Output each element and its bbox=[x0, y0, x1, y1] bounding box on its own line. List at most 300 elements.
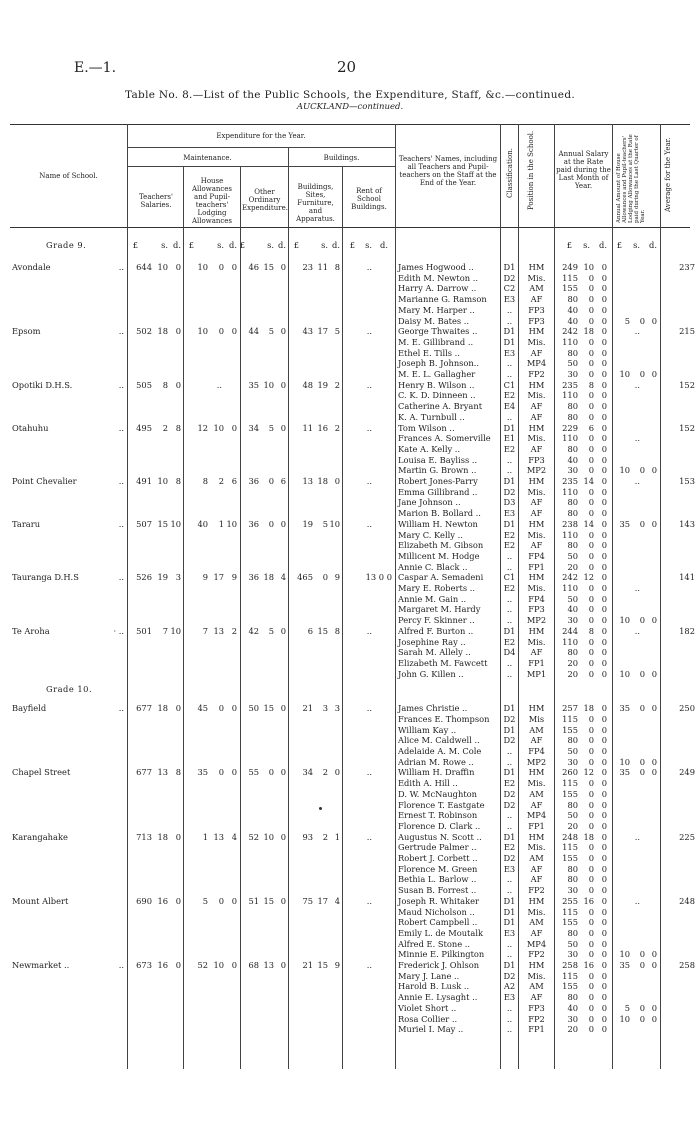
position: FP2 bbox=[528, 949, 545, 960]
salary-value: 10 bbox=[157, 262, 168, 272]
salary-pence: 0 bbox=[601, 895, 607, 906]
buildings-value: 0 bbox=[334, 476, 340, 486]
house-allowance-value: 0 bbox=[218, 895, 224, 906]
unit-pound: £ bbox=[293, 240, 299, 250]
salary-value: 0 bbox=[175, 831, 181, 842]
salary-shillings: 0 bbox=[588, 756, 594, 767]
allowance-pounds: 5 bbox=[624, 1002, 630, 1013]
salary-pence: 0 bbox=[601, 604, 607, 615]
classification: D1 bbox=[503, 326, 516, 337]
salary-shillings: 0 bbox=[588, 508, 594, 519]
position: AF bbox=[530, 735, 543, 746]
salary-shillings: 16 bbox=[583, 895, 594, 906]
position: HM bbox=[528, 960, 545, 970]
house-allowance-value: 4 bbox=[231, 831, 237, 842]
allowance-shillings: 0 bbox=[639, 369, 645, 379]
header-name-of-school: Name of School. bbox=[39, 172, 98, 180]
position: FP3 bbox=[528, 454, 545, 465]
salary-shillings: 0 bbox=[588, 358, 594, 369]
salary-pounds: 115 bbox=[562, 970, 578, 981]
position: Mis. bbox=[527, 636, 546, 647]
salary-pence: 0 bbox=[601, 433, 607, 444]
teacher-name: Gertrude Palmer .. bbox=[398, 842, 477, 853]
salary-pounds: 50 bbox=[567, 938, 578, 949]
house-allowance-value: 12 bbox=[197, 422, 208, 433]
salary-shillings: 0 bbox=[588, 874, 594, 885]
house-allowance-value: 0 bbox=[218, 767, 224, 778]
salary-pounds: 260 bbox=[562, 767, 578, 778]
salary-shillings: 0 bbox=[588, 443, 594, 454]
teacher-name: Emma Gillibrand .. bbox=[398, 486, 478, 497]
other-expenditure-value: 5 bbox=[268, 625, 274, 636]
salary-pence: 0 bbox=[601, 476, 607, 486]
unit-pence: d. bbox=[229, 240, 237, 250]
other-expenditure-value: 68 bbox=[248, 960, 259, 970]
salary-shillings: 0 bbox=[588, 433, 594, 444]
unit-pound: £ bbox=[188, 240, 194, 250]
teacher-name: Emily L. de Moutalk bbox=[398, 927, 483, 938]
classification: .. bbox=[506, 885, 513, 896]
average-value: 141 bbox=[679, 572, 695, 583]
teacher-name: Marianne G. Ramson bbox=[398, 294, 487, 305]
position: FP4 bbox=[528, 593, 545, 604]
unit-shilling: s. bbox=[321, 240, 328, 250]
salary-pounds: 115 bbox=[562, 842, 578, 853]
buildings-value: 11 bbox=[317, 262, 328, 272]
salary-pounds: 50 bbox=[567, 550, 578, 561]
other-expenditure-value: 0 bbox=[280, 831, 286, 842]
classification: E2 bbox=[503, 842, 516, 853]
salary-shillings: 0 bbox=[588, 863, 594, 874]
header-position: Position in the School. bbox=[527, 130, 535, 210]
salary-shillings: 0 bbox=[588, 604, 594, 615]
salary-pounds: 249 bbox=[562, 262, 578, 272]
other-expenditure-value: 44 bbox=[248, 326, 259, 337]
salary-shillings: 0 bbox=[588, 1024, 594, 1035]
position: AM bbox=[529, 917, 544, 928]
salary-pence: 0 bbox=[601, 561, 607, 572]
school-name: Tararu bbox=[12, 518, 41, 529]
house-allowance-value: 1 bbox=[202, 831, 208, 842]
classification: .. bbox=[506, 1002, 513, 1013]
other-expenditure-value: 10 bbox=[263, 831, 274, 842]
house-allowance-value: 35 bbox=[197, 767, 208, 778]
average-value: 215 bbox=[679, 326, 695, 337]
salary-pounds: 80 bbox=[567, 540, 578, 551]
allowance-pounds: 10 bbox=[619, 756, 630, 767]
teacher-name: Violet Short .. bbox=[398, 1002, 457, 1013]
salary-pence: 0 bbox=[601, 262, 607, 272]
leader-dots: .. bbox=[118, 703, 124, 714]
position: MP4 bbox=[526, 810, 547, 821]
salary-shillings: 0 bbox=[588, 1002, 594, 1013]
allowance-shillings: 0 bbox=[639, 1002, 645, 1013]
classification: D1 bbox=[503, 262, 516, 272]
salary-pounds: 242 bbox=[562, 326, 578, 337]
unit-pound: £ bbox=[566, 240, 572, 250]
other-expenditure-value: 10 bbox=[263, 379, 274, 390]
classification: .. bbox=[506, 820, 513, 831]
position: AF bbox=[530, 647, 543, 658]
buildings-value: 21 bbox=[302, 960, 313, 970]
house-allowance-value: 10 bbox=[226, 518, 237, 529]
salary-pounds: 238 bbox=[562, 518, 578, 529]
allowance-pounds: 10 bbox=[619, 615, 630, 626]
salary-shillings: 14 bbox=[583, 476, 594, 486]
salary-pounds: 80 bbox=[567, 647, 578, 658]
average-value: 248 bbox=[679, 895, 695, 906]
position: FP1 bbox=[528, 657, 545, 668]
salary-pence: 0 bbox=[601, 583, 607, 593]
position: MP2 bbox=[526, 615, 547, 626]
salary-shillings: 0 bbox=[588, 885, 594, 896]
other-expenditure-value: 0 bbox=[280, 767, 286, 778]
position: FP1 bbox=[528, 561, 545, 572]
position: FP3 bbox=[528, 304, 545, 315]
allowance-pounds: 35 bbox=[619, 518, 630, 529]
salary-pounds: 110 bbox=[562, 433, 578, 444]
salary-shillings: 0 bbox=[588, 917, 594, 928]
salary-pounds: 258 bbox=[562, 960, 578, 970]
classification: D4 bbox=[503, 647, 516, 658]
salary-pounds: 155 bbox=[562, 917, 578, 928]
position: HM bbox=[528, 518, 545, 529]
salary-shillings: 0 bbox=[588, 981, 594, 992]
position: AF bbox=[530, 863, 543, 874]
salary-shillings: 0 bbox=[588, 970, 594, 981]
house-allowance-value: 2 bbox=[231, 625, 237, 636]
position: HM bbox=[528, 572, 545, 583]
allowance-value: .. bbox=[634, 326, 640, 337]
classification: A2 bbox=[503, 981, 516, 992]
position: Mis. bbox=[527, 970, 546, 981]
position: HM bbox=[528, 379, 545, 390]
classification: E2 bbox=[503, 529, 516, 540]
classification: C1 bbox=[503, 572, 516, 583]
classification: E2 bbox=[503, 443, 516, 454]
leader-dots: .. bbox=[118, 572, 124, 583]
leader-dots: .. bbox=[118, 518, 124, 529]
salary-value: 8 bbox=[175, 767, 181, 778]
salary-pence: 0 bbox=[601, 336, 607, 347]
classification: D1 bbox=[503, 724, 516, 735]
teacher-name: Harold B. Lusk .. bbox=[398, 981, 470, 992]
allowance-shillings: 0 bbox=[639, 668, 645, 679]
buildings-value: 6 bbox=[307, 625, 313, 636]
leader-dots: .. bbox=[118, 422, 124, 433]
salary-pence: 0 bbox=[601, 657, 607, 668]
salary-pounds: 30 bbox=[567, 885, 578, 896]
classification: .. bbox=[506, 411, 513, 422]
position: AF bbox=[530, 443, 543, 454]
salary-shillings: 0 bbox=[588, 810, 594, 821]
salary-pounds: 115 bbox=[562, 778, 578, 789]
school-name: Avondale bbox=[12, 262, 51, 272]
salary-shillings: 0 bbox=[588, 529, 594, 540]
salary-pence: 0 bbox=[601, 1002, 607, 1013]
salary-shillings: 0 bbox=[588, 550, 594, 561]
classification: D1 bbox=[503, 518, 516, 529]
salary-pounds: 30 bbox=[567, 369, 578, 379]
salary-value: 10 bbox=[157, 476, 168, 486]
other-expenditure-value: 0 bbox=[280, 262, 286, 272]
salary-pounds: 40 bbox=[567, 604, 578, 615]
teacher-name: Susan B. Forrest .. bbox=[398, 885, 477, 896]
house-allowance-value: 7 bbox=[202, 625, 208, 636]
house-allowance-value: 0 bbox=[218, 262, 224, 272]
salary-pounds: 110 bbox=[562, 390, 578, 401]
salary-pence: 0 bbox=[601, 272, 607, 283]
buildings-value: 19 bbox=[317, 379, 328, 390]
allowance-pounds: 10 bbox=[619, 465, 630, 476]
header-expenditure: Expenditure for the Year. bbox=[216, 132, 306, 140]
other-expenditure-value: 6 bbox=[280, 476, 286, 486]
teacher-name: Harry A. Darrow .. bbox=[398, 283, 477, 294]
salary-pence: 0 bbox=[601, 390, 607, 401]
teacher-name: M. E. Gillibrand .. bbox=[398, 336, 474, 347]
teacher-name: D. W. McNaughton bbox=[398, 788, 478, 799]
page-section-code: E.—1. bbox=[74, 60, 117, 76]
other-expenditure-value: 0 bbox=[280, 895, 286, 906]
allowance-pounds: 10 bbox=[619, 668, 630, 679]
classification: .. bbox=[506, 938, 513, 949]
position: FP2 bbox=[528, 1013, 545, 1024]
salary-shillings: 0 bbox=[588, 593, 594, 604]
salary-pence: 0 bbox=[601, 713, 607, 724]
classification: C2 bbox=[503, 283, 516, 294]
header-maintenance: Maintenance. bbox=[183, 154, 232, 162]
school-name: Tauranga D.H.S bbox=[12, 572, 79, 583]
salary-value: 507 bbox=[136, 518, 152, 529]
leader-dots: .. bbox=[118, 262, 124, 272]
teacher-name: James Hogwood .. bbox=[398, 262, 474, 272]
house-allowance-value: 8 bbox=[202, 476, 208, 486]
position: FP3 bbox=[528, 604, 545, 615]
house-allowance-value: 6 bbox=[231, 476, 237, 486]
buildings-value: 75 bbox=[302, 895, 313, 906]
teacher-name: Augustus N. Scott .. bbox=[398, 831, 482, 842]
allowance-shillings: 0 bbox=[639, 949, 645, 960]
allowance-value: .. bbox=[634, 476, 640, 486]
teacher-name: Josephine Ray .. bbox=[398, 636, 466, 647]
teacher-name: Caspar A. Semadeni bbox=[398, 572, 484, 583]
unit-shilling: s. bbox=[365, 240, 372, 250]
other-expenditure-value: 4 bbox=[280, 572, 286, 583]
leader-dots: · .. bbox=[113, 625, 124, 636]
salary-pence: 0 bbox=[601, 917, 607, 928]
salary-shillings: 0 bbox=[588, 497, 594, 508]
classification: .. bbox=[506, 874, 513, 885]
other-expenditure-value: 0 bbox=[280, 625, 286, 636]
salary-pounds: 80 bbox=[567, 401, 578, 412]
classification: D2 bbox=[503, 486, 516, 497]
salary-pounds: 30 bbox=[567, 756, 578, 767]
salary-shillings: 18 bbox=[583, 703, 594, 714]
salary-pence: 0 bbox=[601, 853, 607, 863]
average-value: 182 bbox=[679, 625, 695, 636]
buildings-value: 8 bbox=[334, 625, 340, 636]
position: Mis. bbox=[527, 583, 546, 593]
average-value: 250 bbox=[679, 703, 695, 714]
position: FP4 bbox=[528, 746, 545, 756]
other-expenditure-value: 55 bbox=[248, 767, 259, 778]
other-expenditure-value: 46 bbox=[248, 262, 259, 272]
rent-value: .. bbox=[366, 326, 372, 337]
teacher-name: Florence M. Green bbox=[398, 863, 478, 874]
other-expenditure-value: 0 bbox=[280, 703, 286, 714]
salary-pence: 0 bbox=[601, 788, 607, 799]
allowance-shillings: 0 bbox=[639, 960, 645, 970]
salary-shillings: 0 bbox=[588, 668, 594, 679]
salary-pounds: 155 bbox=[562, 788, 578, 799]
classification: .. bbox=[506, 657, 513, 668]
salary-shillings: 16 bbox=[583, 960, 594, 970]
grade-label: Grade 9. bbox=[46, 240, 87, 250]
allowance-value: .. bbox=[634, 895, 640, 906]
position: HM bbox=[528, 703, 545, 714]
other-expenditure-value: 52 bbox=[248, 831, 259, 842]
buildings-value: 17 bbox=[317, 326, 328, 337]
salary-pounds: 40 bbox=[567, 1002, 578, 1013]
allowance-pence: 0 bbox=[651, 518, 657, 529]
house-allowance-value: 10 bbox=[197, 326, 208, 337]
salary-pence: 0 bbox=[601, 831, 607, 842]
allowance-value: .. bbox=[634, 433, 640, 444]
salary-value: 505 bbox=[136, 379, 152, 390]
teacher-name: Adrian M. Rowe .. bbox=[398, 756, 474, 767]
rent-value: .. bbox=[366, 422, 372, 433]
buildings-value: 19 bbox=[302, 518, 313, 529]
allowance-pence: 0 bbox=[651, 1013, 657, 1024]
salary-value: 16 bbox=[157, 895, 168, 906]
position: Mis. bbox=[527, 906, 546, 917]
salary-shillings: 0 bbox=[588, 454, 594, 465]
classification: .. bbox=[506, 668, 513, 679]
salary-value: 19 bbox=[157, 572, 168, 583]
salary-value: 7 bbox=[162, 625, 168, 636]
position: AF bbox=[530, 799, 543, 810]
house-allowance-value: 0 bbox=[231, 326, 237, 337]
teacher-name: Daisy M. Bates .. bbox=[398, 315, 470, 326]
header-classification: Classification. bbox=[506, 148, 514, 198]
house-allowance-value: 17 bbox=[213, 572, 224, 583]
salary-pence: 0 bbox=[601, 454, 607, 465]
position: HM bbox=[528, 831, 545, 842]
salary-shillings: 0 bbox=[588, 336, 594, 347]
salary-shillings: 0 bbox=[588, 853, 594, 863]
salary-shillings: 12 bbox=[583, 767, 594, 778]
salary-pounds: 80 bbox=[567, 497, 578, 508]
salary-value: 501 bbox=[136, 625, 152, 636]
salary-pence: 0 bbox=[601, 486, 607, 497]
salary-shillings: 8 bbox=[588, 379, 594, 390]
teacher-name: Louisa E. Bayliss .. bbox=[398, 454, 478, 465]
buildings-value: 5 bbox=[334, 326, 340, 337]
teacher-name: M. E. L. Gallagher bbox=[398, 369, 476, 379]
allowance-pence: 0 bbox=[651, 949, 657, 960]
allowance-pence: 0 bbox=[651, 668, 657, 679]
salary-pence: 0 bbox=[601, 443, 607, 454]
classification: D2 bbox=[503, 799, 516, 810]
teacher-name: Annie C. Black .. bbox=[398, 561, 468, 572]
teacher-name: Edith M. Newton .. bbox=[398, 272, 478, 283]
teacher-name: William Kay .. bbox=[398, 724, 457, 735]
position: HM bbox=[528, 767, 545, 778]
leader-dots: .. bbox=[118, 960, 124, 970]
house-allowance-value: .. bbox=[216, 379, 222, 390]
salary-pence: 0 bbox=[601, 938, 607, 949]
classification: .. bbox=[506, 756, 513, 767]
salary-shillings: 0 bbox=[588, 949, 594, 960]
allowance-shillings: 0 bbox=[639, 465, 645, 476]
unit-pound: £ bbox=[132, 240, 138, 250]
grade-label: Grade 10. bbox=[46, 683, 93, 694]
salary-value: 677 bbox=[136, 703, 152, 714]
allowance-pence: 0 bbox=[651, 315, 657, 326]
buildings-value: 13 bbox=[302, 476, 313, 486]
teacher-name: Florence T. Eastgate bbox=[398, 799, 485, 810]
salary-pounds: 80 bbox=[567, 874, 578, 885]
salary-pence: 0 bbox=[601, 411, 607, 422]
classification: .. bbox=[506, 615, 513, 626]
classification: .. bbox=[506, 1013, 513, 1024]
buildings-value: 17 bbox=[317, 895, 328, 906]
teacher-name: Annie E. Lysaght .. bbox=[398, 992, 478, 1003]
leader-dots: .. bbox=[118, 476, 124, 486]
salary-pence: 0 bbox=[601, 992, 607, 1003]
rent-value: .. bbox=[366, 895, 372, 906]
salary-pounds: 115 bbox=[562, 906, 578, 917]
classification: D1 bbox=[503, 767, 516, 778]
salary-pounds: 20 bbox=[567, 668, 578, 679]
average-value: 249 bbox=[679, 767, 695, 778]
rent-value: .. bbox=[366, 262, 372, 272]
salary-shillings: 0 bbox=[588, 647, 594, 658]
salary-pounds: 50 bbox=[567, 746, 578, 756]
salary-pounds: 80 bbox=[567, 927, 578, 938]
buildings-value: 4 bbox=[334, 895, 340, 906]
unit-shilling: s. bbox=[633, 240, 640, 250]
salary-pounds: 110 bbox=[562, 583, 578, 593]
salary-shillings: 0 bbox=[588, 401, 594, 412]
salary-pounds: 80 bbox=[567, 799, 578, 810]
position: AF bbox=[530, 992, 543, 1003]
house-allowance-value: 10 bbox=[213, 422, 224, 433]
allowance-pounds: 5 bbox=[624, 315, 630, 326]
salary-pence: 0 bbox=[601, 703, 607, 714]
other-expenditure-value: 51 bbox=[248, 895, 259, 906]
position: AF bbox=[530, 347, 543, 358]
other-expenditure-value: 0 bbox=[280, 326, 286, 337]
salary-pounds: 30 bbox=[567, 465, 578, 476]
salary-pounds: 155 bbox=[562, 283, 578, 294]
classification: D1 bbox=[503, 625, 516, 636]
position: HM bbox=[528, 625, 545, 636]
house-allowance-value: 0 bbox=[231, 703, 237, 714]
unit-pence: d. bbox=[599, 240, 607, 250]
classification: .. bbox=[506, 304, 513, 315]
salary-pounds: 30 bbox=[567, 615, 578, 626]
header-average: Average for the Year. bbox=[664, 137, 672, 212]
salary-pence: 0 bbox=[601, 572, 607, 583]
other-expenditure-value: 13 bbox=[263, 960, 274, 970]
position: AM bbox=[529, 283, 544, 294]
salary-shillings: 14 bbox=[583, 518, 594, 529]
classification: D1 bbox=[503, 831, 516, 842]
salary-shillings: 12 bbox=[583, 572, 594, 583]
salary-shillings: 0 bbox=[588, 820, 594, 831]
rent-value: .. bbox=[366, 960, 372, 970]
